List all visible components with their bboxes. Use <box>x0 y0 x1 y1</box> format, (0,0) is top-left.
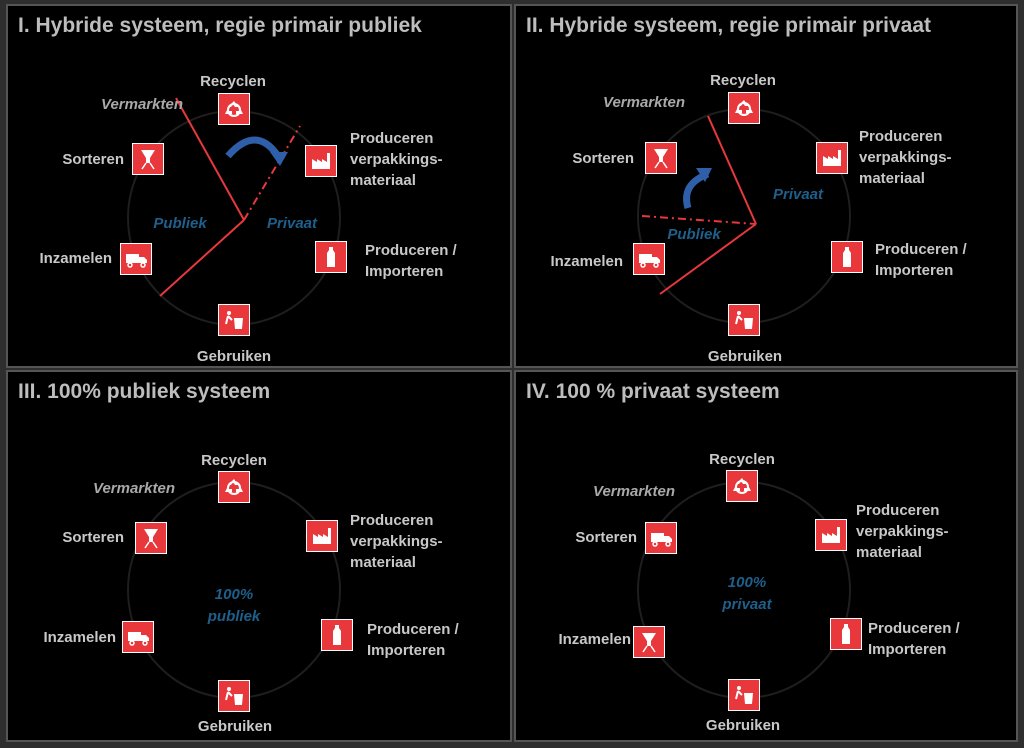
panel-title: IV. 100 % privaat systeem <box>526 380 780 403</box>
label-gebruiken: Gebruiken <box>197 718 273 735</box>
panel-hybrid-public <box>6 4 512 368</box>
trash-bin-icon <box>218 680 250 712</box>
panel-full-private <box>514 370 1018 742</box>
label-recyclen: Recyclen <box>201 452 267 469</box>
label-vermarkten: Vermarkten <box>101 96 183 113</box>
panel-title: II. Hybride systeem, regie primair privaat <box>526 14 932 37</box>
label-recyclen: Recyclen <box>710 72 776 89</box>
label-produceren-importeren: Produceren / Importeren <box>365 242 457 280</box>
label-gebruiken: Gebruiken <box>196 348 272 365</box>
divider-dashed-line <box>642 216 756 224</box>
zone-label: Privaat <box>266 215 318 232</box>
divider-line <box>708 116 756 224</box>
funnel-icon <box>132 143 164 175</box>
label-produceren-materiaal: Produceren verpakkings- materiaal <box>859 128 952 187</box>
label-inzamelen: Inzamelen <box>39 250 112 267</box>
label-inzamelen: Inzamelen <box>550 253 623 270</box>
recycle-icon <box>726 470 758 502</box>
label-vermarkten: Vermarkten <box>593 483 675 500</box>
curved-arrow-icon <box>228 140 278 156</box>
truck-icon <box>633 243 665 275</box>
trash-bin-icon <box>728 679 760 711</box>
panel-title: I. Hybride systeem, regie primair publiek <box>18 14 422 37</box>
label-produceren-materiaal: Produceren verpakkings- materiaal <box>856 502 949 561</box>
trash-bin-icon <box>218 304 250 336</box>
funnel-icon <box>645 142 677 174</box>
label-produceren-importeren: Produceren / Importeren <box>868 620 960 658</box>
zone-label: Privaat <box>772 186 824 203</box>
factory-icon <box>306 520 338 552</box>
zone-label: 100% privaat <box>722 574 772 613</box>
zone-label: Publiek <box>153 215 207 232</box>
label-sorteren: Sorteren <box>62 529 124 546</box>
label-gebruiken: Gebruiken <box>705 717 781 734</box>
bottle-icon <box>315 241 347 273</box>
factory-icon <box>815 519 847 551</box>
panel-full-public <box>6 370 512 742</box>
recycle-icon <box>218 93 250 125</box>
label-inzamelen: Inzamelen <box>558 631 631 648</box>
factory-icon <box>305 145 337 177</box>
zone-label: 100% publiek <box>207 586 261 625</box>
label-gebruiken: Gebruiken <box>707 348 783 365</box>
truck-icon <box>645 522 677 554</box>
factory-icon <box>816 142 848 174</box>
label-produceren-materiaal: Produceren verpakkings- materiaal <box>350 512 443 571</box>
funnel-icon <box>633 626 665 658</box>
label-inzamelen: Inzamelen <box>43 629 116 646</box>
label-sorteren: Sorteren <box>62 151 124 168</box>
bottle-icon <box>321 619 353 651</box>
recycle-icon <box>728 92 760 124</box>
recycle-icon <box>218 471 250 503</box>
zone-label: Publiek <box>667 226 721 243</box>
panel-title: III. 100% publiek systeem <box>18 380 271 403</box>
label-sorteren: Sorteren <box>572 150 634 167</box>
label-vermarkten: Vermarkten <box>603 94 685 111</box>
label-recyclen: Recyclen <box>200 73 266 90</box>
label-produceren-importeren: Produceren / Importeren <box>875 241 967 279</box>
trash-bin-icon <box>728 304 760 336</box>
bottle-icon <box>830 618 862 650</box>
label-recyclen: Recyclen <box>709 451 775 468</box>
bottle-icon <box>831 241 863 273</box>
label-sorteren: Sorteren <box>575 529 637 546</box>
label-produceren-importeren: Produceren / Importeren <box>367 621 459 659</box>
label-produceren-materiaal: Produceren verpakkings- materiaal <box>350 130 443 189</box>
truck-icon <box>120 243 152 275</box>
truck-icon <box>122 621 154 653</box>
panel-hybrid-private <box>514 4 1018 368</box>
funnel-icon <box>135 522 167 554</box>
label-vermarkten: Vermarkten <box>93 480 175 497</box>
